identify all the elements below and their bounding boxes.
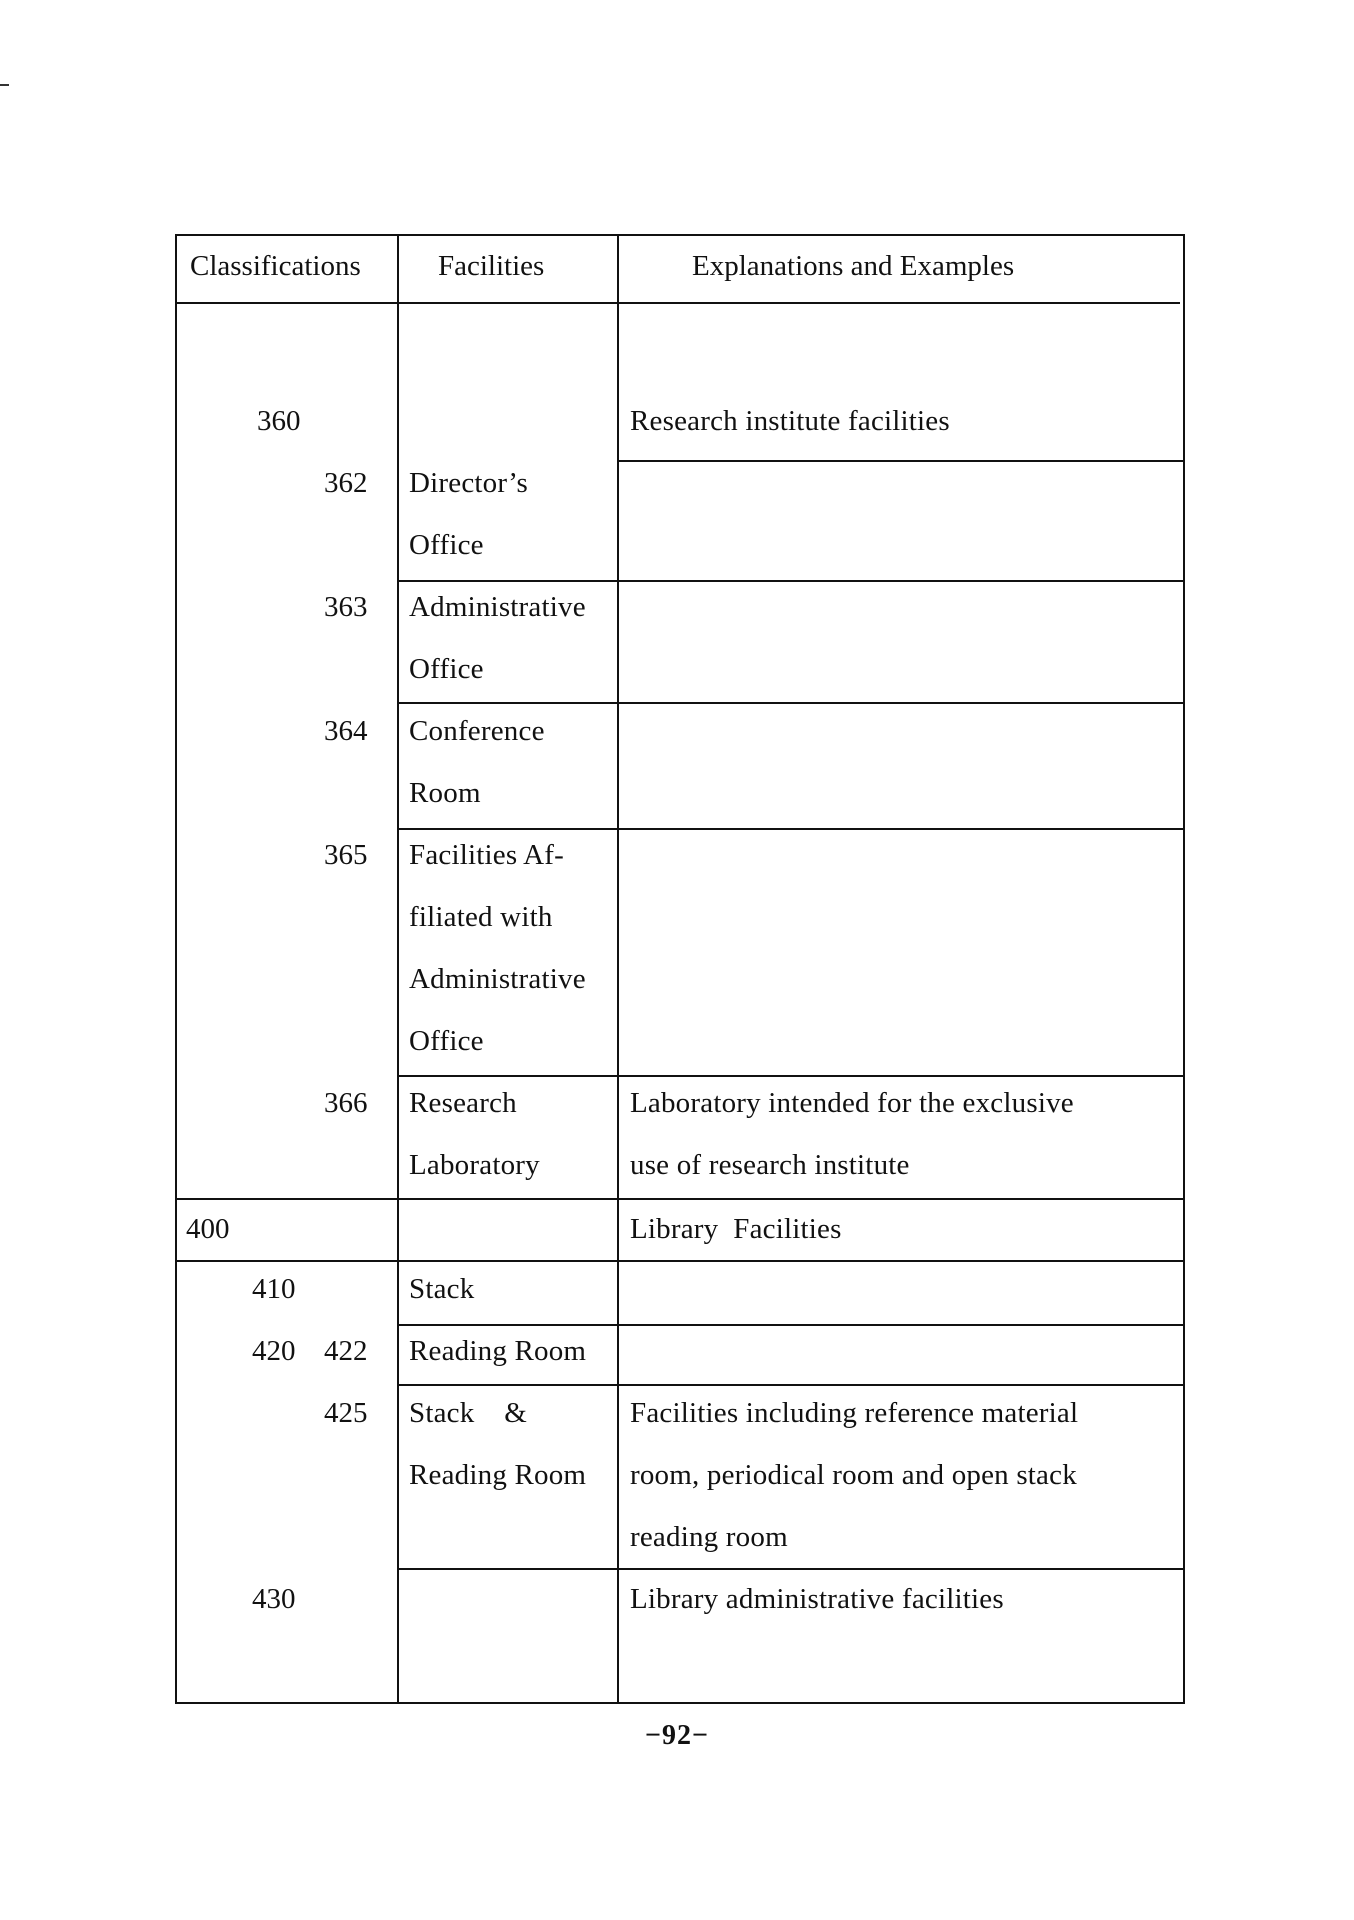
facility-364-line2: Room <box>409 777 481 809</box>
explanation-366-line1: Laboratory intended for the exclusive <box>630 1087 1074 1119</box>
explanation-430: Library administrative facilities <box>630 1583 1004 1615</box>
code-430: 430 <box>252 1583 296 1615</box>
code-400: 400 <box>186 1213 230 1245</box>
facility-422: Reading Room <box>409 1335 587 1367</box>
page-number: −92− <box>645 1720 709 1751</box>
explanation-366-line2: use of research institute <box>630 1149 910 1181</box>
code-363: 363 <box>324 591 368 623</box>
explanation-425-line3: reading room <box>630 1521 788 1553</box>
facility-365-line3: Administrative <box>409 963 586 995</box>
code-365: 365 <box>324 839 368 871</box>
explanation-400: Library Facilities <box>630 1213 842 1245</box>
code-425: 425 <box>324 1397 368 1429</box>
explanation-360: Research institute facilities <box>630 405 950 437</box>
explanation-425-line2: room, periodical room and open stack <box>630 1459 1077 1491</box>
header-classifications: Classifications <box>190 250 361 282</box>
code-420: 420 <box>252 1335 296 1367</box>
scan-mark <box>0 84 9 86</box>
facility-364-line1: Conference <box>409 715 545 747</box>
code-364: 364 <box>324 715 368 747</box>
code-360: 360 <box>257 405 301 437</box>
code-366: 366 <box>324 1087 368 1119</box>
facility-366-line2: Laboratory <box>409 1149 540 1181</box>
facility-363-line1: Administrative <box>409 591 586 623</box>
col-divider-1 <box>397 234 399 1704</box>
code-422: 422 <box>324 1335 368 1367</box>
facility-425-line1: Stack & <box>409 1397 527 1429</box>
explanation-425-line1: Facilities including reference material <box>630 1397 1079 1429</box>
header-explanations: Explanations and Examples <box>692 250 1015 282</box>
facility-366-line1: Research <box>409 1087 517 1119</box>
code-362: 362 <box>324 467 368 499</box>
facility-362-line2: Office <box>409 529 484 561</box>
col-divider-2 <box>617 234 619 1704</box>
code-410: 410 <box>252 1273 296 1305</box>
facility-365-line1: Facilities Af- <box>409 839 565 871</box>
row-rule-360 <box>617 460 1185 462</box>
facility-365-line2: filiated with <box>409 901 553 933</box>
facility-425-line2: Reading Room <box>409 1459 587 1491</box>
header-facilities: Facilities <box>438 250 545 282</box>
header-rule <box>175 302 1180 304</box>
facility-363-line2: Office <box>409 653 484 685</box>
facility-365-line4: Office <box>409 1025 484 1057</box>
facility-410: Stack <box>409 1273 475 1305</box>
facility-362-line1: Director’s <box>409 467 529 499</box>
row-rule-400 <box>175 1260 1185 1262</box>
